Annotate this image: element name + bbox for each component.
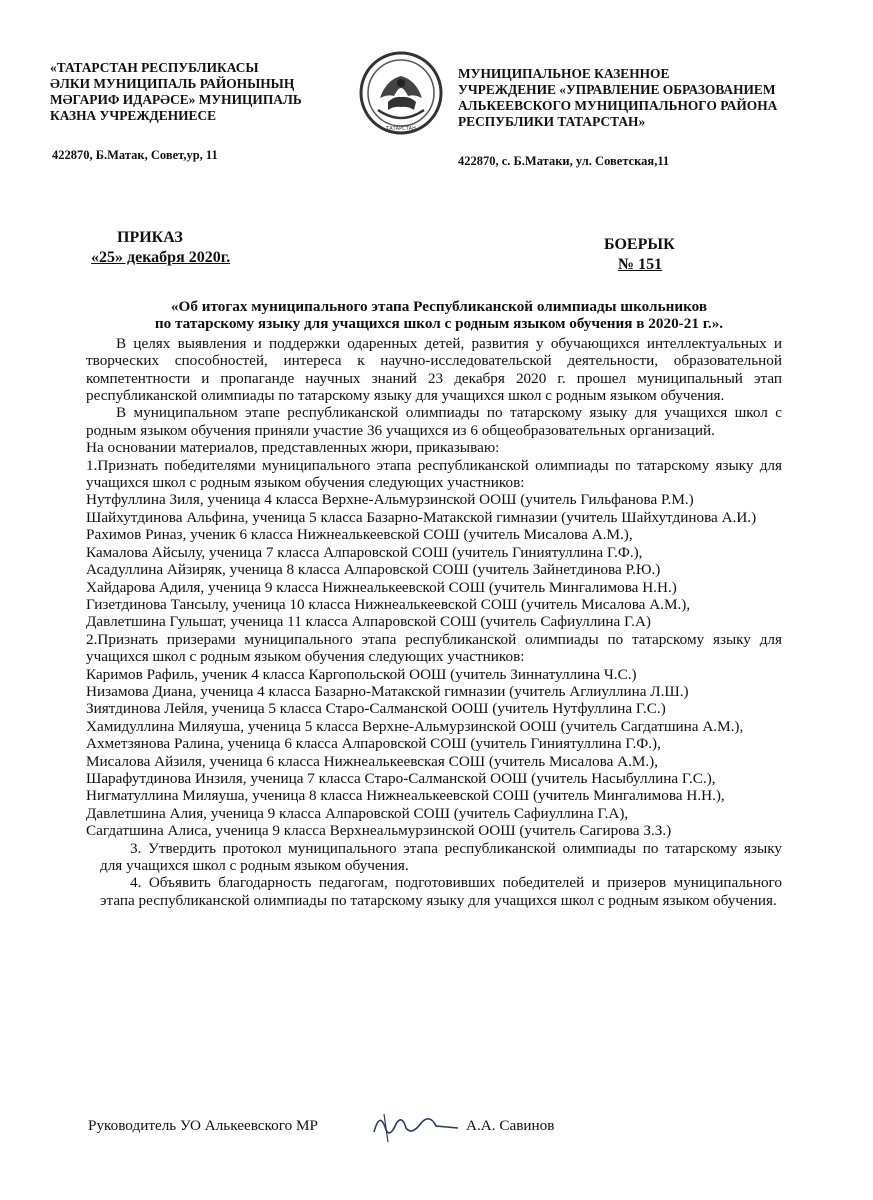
signatory-position: Руководитель УО Алькеевского МР	[88, 1117, 318, 1134]
list-item: Низамова Диана, ученица 4 класса Базарно-Матакской гимназии (учитель Аглиуллина Л.Ш.)	[86, 682, 689, 700]
list-item: Зиятдинова Лейля, ученица 5 класса Старо-Салманской ООШ (учитель Нутфуллина Г.С.)	[86, 700, 666, 718]
list-item: Давлетшина Гульшат, ученица 11 класса Алпаровской СОШ (учитель Сафиуллина Г.А)	[86, 613, 651, 631]
document-title	[86, 298, 782, 333]
header-right-line: РЕСПУБЛИКИ ТАТАРСТАН»	[458, 114, 646, 129]
list-item: Ахметзянова Ралина, ученица 6 класса Алпаровской СОШ (учитель Гиниятуллина Г.Ф.),	[86, 735, 661, 753]
item-2: 2.Признать призерами муниципального этапа республиканской олимпиады по татарскому языку для учащихся школ с родным языком обучения следующих участников:	[86, 630, 782, 666]
header-left-line: МӘГАРИФ ИДАРӘСЕ» МУНИЦИПАЛЬ	[50, 92, 302, 107]
list-item: Хайдарова Адиля, ученица 9 класса Нижнеалькеевской СОШ (учитель Мингалимова Н.Н.)	[86, 578, 677, 596]
address-right: 422870, с. Б.Матаки, ул. Советская,11	[458, 154, 670, 168]
winners-list	[86, 491, 782, 630]
order-label: ПРИКАЗ	[117, 229, 183, 246]
header-left-line: КАЗНА УЧРЕЖДЕНИЕСЕ	[50, 108, 217, 123]
list-item: Гизетдинова Тансылу, ученица 10 класса Нижнеалькеевской СОШ (учитель Мисалова А.М.),	[86, 595, 691, 613]
list-item: Шайхутдинова Альфина, ученица 5 класса Базарно-Матакской гимназии (учитель Шайхутдинова А.И.)	[86, 508, 757, 526]
header-right-line: АЛЬКЕЕВСКОГО МУНИЦИПАЛЬНОГО РАЙОНА	[458, 98, 778, 113]
list-item: Давлетшина Алия, ученица 9 класса Алпаровской СОШ (учитель Сафиуллина Г.А),	[86, 804, 629, 822]
header-right-org	[458, 66, 838, 130]
signature-mark	[366, 1102, 466, 1147]
item-1: 1.Признать победителями муниципального этапа республиканской олимпиады по татарскому языку для учащихся школ с родным языком обучения следующих участников:	[86, 456, 782, 492]
order-label-tatar: БОЕРЫК	[604, 236, 675, 253]
header-left-line: «ТАТАРСТАН РЕСПУБЛИКАСЫ	[50, 60, 259, 75]
prizewinners-list	[86, 666, 782, 840]
emblem-caption: ТАТАРСТАН	[386, 126, 416, 132]
document-body	[86, 298, 782, 909]
list-item: Каримов Рафиль, ученик 4 класса Каргопольской ООШ (учитель Зиннатуллина Ч.С.)	[86, 665, 637, 683]
header-left-org	[50, 60, 350, 124]
intro-paragraph: В целях выявления и поддержки одаренных детей, развития у обучающихся интеллектуальных и творческих способностей, интереса к научно-исследовательской деятельности, образовательной компетентности и пропаганде научных знаний 23 декабря 2020 г. прошел муниципальный этап республиканской олимпиады по татарскому языку для учащихся школ с родным языком обучения.	[86, 334, 782, 405]
list-item: Асадуллина Айзиряк, ученица 8 класса Алпаровской СОШ (учитель Зайнетдинова Р.Ю.)	[86, 561, 661, 579]
item-3: 3. Утвердить протокол муниципального этапа республиканской олимпиады по татарскому языку для учащихся школ с родным языком обучения.	[100, 839, 782, 874]
list-item: Хамидуллина Миляуша, ученица 5 класса Верхне-Альмурзинской ООШ (учитель Сагдатшина А.М.),	[86, 717, 744, 735]
header-left-line: ӘЛКИ МУНИЦИПАЛЬ РАЙОНЫНЫҢ	[50, 76, 295, 91]
address-left: 422870, Б.Матак, Совет,ур, 11	[52, 148, 218, 162]
signatory-name: А.А. Савинов	[466, 1117, 555, 1134]
basis-paragraph: На основании материалов, представленных жюри, приказываю:	[86, 439, 500, 457]
title-line: по татарскому языку для учащихся школ с родным языком обучения в 2020-21 г.».	[154, 315, 724, 333]
item-4: 4. Объявить благодарность педагогам, подготовивших победителей и призеров муниципального этапа республиканской олимпиады по татарскому языку для учащихся школ с родным языком обучения.	[100, 874, 782, 909]
final-items	[86, 840, 782, 910]
list-item: Рахимов Риназ, ученик 6 класса Нижнеалькеевской СОШ (учитель Мисалова А.М.),	[86, 526, 633, 544]
list-item: Нигматуллина Миляуша, ученица 8 класса Нижнеалькеевской СОШ (учитель Мингалимова Н.Н.),	[86, 787, 725, 805]
order-date: «25» декабря 2020г.	[91, 249, 231, 266]
list-item: Шарафутдинова Инзиля, ученица 7 класса Старо-Салманской ООШ (учитель Насыбуллина Г.С.),	[86, 769, 716, 787]
tatarstan-emblem-icon	[358, 50, 444, 136]
list-item: Мисалова Айзиля, ученица 6 класса Нижнеалькеевская СОШ (учитель Мисалова А.М.),	[86, 752, 659, 770]
list-item: Нутфуллина Зиля, ученица 4 класса Верхне-Альмурзинской ООШ (учитель Гильфанова Р.М.)	[86, 491, 694, 509]
list-item: Камалова Айсылу, ученица 7 класса Алпаровской СОШ (учитель Гиниятуллина Г.Ф.),	[86, 543, 643, 561]
header-right-line: УЧРЕЖДЕНИЕ «УПРАВЛЕНИЕ ОБРАЗОВАНИЕМ	[458, 82, 776, 97]
intro-paragraph: В муниципальном этапе республиканской олимпиады по татарскому языку для учащихся школ с родным языком обучения приняли участие 36 учащихся из 6 общеобразовательных организаций.	[86, 404, 782, 439]
list-item: Сагдатшина Алиса, ученица 9 класса Верхнеальмурзинской ООШ (учитель Сагирова З.З.)	[86, 822, 672, 840]
title-line: «Об итогах муниципального этапа Республиканской олимпиады школьников	[170, 298, 708, 315]
order-number: № 151	[618, 256, 663, 273]
header-right-line: МУНИЦИПАЛЬНОЕ КАЗЕННОЕ	[458, 66, 670, 81]
